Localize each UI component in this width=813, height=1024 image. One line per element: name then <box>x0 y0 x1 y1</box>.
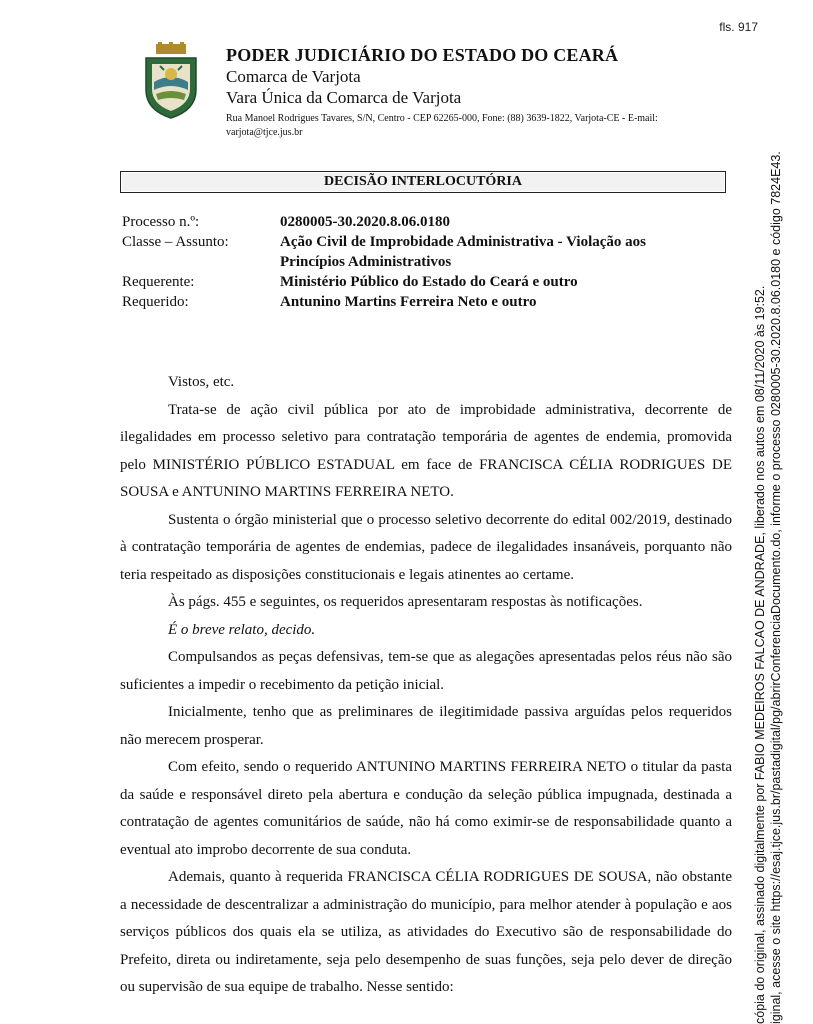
paragraph: Inicialmente, tenho que as preliminares de ilegitimidade passiva arguídas pelos requeridos não merecem prosperar. <box>120 704 732 748</box>
page-number: fls. 917 <box>719 20 758 34</box>
meta-value: Antunino Martins Ferreira Neto e outro <box>280 294 537 310</box>
meta-row <box>122 272 712 292</box>
paragraph: É o breve relato, decido. <box>168 621 316 638</box>
verification-line: iginal, acesse o site https://esaj.tjce.jus.br/pastadigital/pg/abrirConferenciaDocumento.do, informe o processo 0280005-30.2020.8.06.0180 e código 7824E43. <box>769 151 783 1024</box>
meta-value: 0280005-30.2020.8.06.0180 <box>280 214 450 230</box>
paragraph: Às págs. 455 e seguintes, os requeridos apresentaram respostas às notificações. <box>168 594 643 610</box>
meta-label: Classe – Assunto: <box>122 234 229 250</box>
meta-label: Processo n.º: <box>122 214 200 230</box>
case-metadata <box>122 212 712 312</box>
court-title: PODER JUDICIÁRIO DO ESTADO DO CEARÁ <box>226 45 619 65</box>
court-address: Rua Manoel Rodrigues Tavares, S/N, Centro - CEP 62265-000, Fone: (88) 3639-1822, Varjota-CE - E-mail: varjota@tjce.jus.br <box>226 113 658 138</box>
paragraph: Ademais, quanto à requerida FRANCISCA CÉLIA RODRIGUES DE SOUSA, não obstante a necessidade de descentralizar a administração do município, para melhor atender à população e aos serviços públicos dos quais ela se utiliza, as atividades do Executivo são de responsabilidade do Prefeito, direta ou indiretamente, seja pelo desempenho de suas funções, seja pelo dever de direção ou supervisão de sua equipe de trabalho. Nesse sentido: <box>120 869 732 995</box>
paragraph: Trata-se de ação civil pública por ato de improbidade administrativa, decorrente de ilegalidades em processo seletivo para contratação temporária de agentes de endemia, promovida pelo MINISTÉRIO PÚBLICO ESTADUAL em face de FRANCISCA CÉLIA RODRIGUES DE SOUSA e ANTUNINO MARTINS FERREIRA NETO. <box>120 401 732 500</box>
signature-line: cópia do original, assinado digitalmente por FABIO MEDEIROS FALCAO DE ANDRADE, liberado nos autos em 08/11/2020 às 19:52. <box>753 285 767 1024</box>
document-header <box>226 44 726 140</box>
section-title: DECISÃO INTERLOCUTÓRIA <box>120 171 726 193</box>
digital-signature-notice <box>752 4 812 1024</box>
meta-row <box>122 292 712 312</box>
meta-label: Requerido: <box>122 294 189 310</box>
meta-value: Ministério Público do Estado do Ceará e outro <box>280 274 578 290</box>
decision-body <box>120 369 732 1002</box>
meta-row <box>122 212 712 232</box>
paragraph: Sustenta o órgão ministerial que o processo seletivo decorrente do edital 002/2019, destinado à contratação temporária de agentes de endemias, padece de ilegalidades insanáveis, porquanto não teria respeitado as disposições constitucionais e legais atinentes ao certame. <box>120 511 732 583</box>
comarca-name: Comarca de Varjota <box>226 67 361 86</box>
vara-name: Vara Única da Comarca de Varjota <box>226 88 462 107</box>
meta-label: Requerente: <box>122 274 195 290</box>
paragraph: Compulsandos as peças defensivas, tem-se que as alegações apresentadas pelos réus não são suficientes a impedir o recebimento da petição inicial. <box>120 649 732 693</box>
meta-value: Ação Civil de Improbidade Administrativa - Violação aos Princípios Administrativos <box>280 234 646 270</box>
paragraph: Com efeito, sendo o requerido ANTUNINO MARTINS FERREIRA NETO o titular da pasta da saúde e responsável direto pela abertura e condução da seleção pública impugnada, destinada a contratação de agentes comunitários de saúde, não há como eximir-se de responsabilidade quanto a eventual ato improbo decorrente de sua conduta. <box>120 759 732 858</box>
meta-row <box>122 232 712 272</box>
paragraph: Vistos, etc. <box>168 374 235 390</box>
court-crest-logo <box>142 42 200 120</box>
